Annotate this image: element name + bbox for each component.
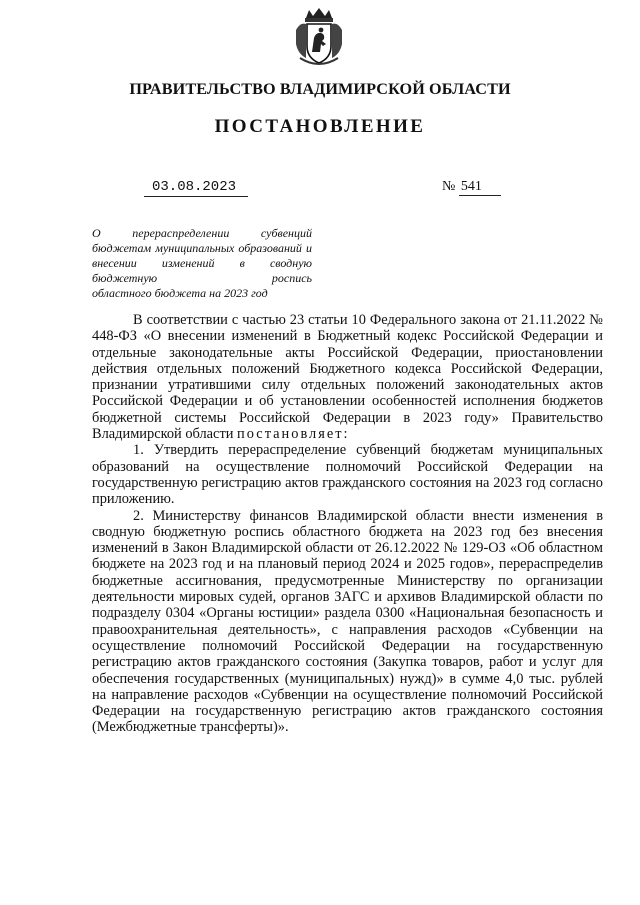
paragraph-item-1: 1. Утвердить перераспределение субвенций бюджетам муниципальных образований на осуществление полномочий Российской Федерации на государственную регистрацию актов гражданского состояния на 2023 год согласно приложению.: [92, 442, 603, 508]
subject-line-2: областного бюджета на 2023 год: [92, 286, 268, 300]
decree-word: постановляет:: [237, 426, 350, 443]
subject-line-1: О перераспределении субвенций бюджетам муниципальных образований и внесении изменений в сводную бюджетную роспись: [92, 226, 312, 285]
document-number: [442, 179, 501, 196]
number-prefix: №: [442, 179, 456, 194]
document-subject: [92, 226, 312, 301]
preamble-text: В соответствии с частью 23 статьи 10 Федерального закона от 21.11.2022 № 448-ФЗ «О внесении изменений в Бюджетный кодекс Российской Федерации и отдельные законодательные акты Российской Федерации, приостановлении действия отдельных положений Бюджетного кодекса Российской Федерации, признании утратившими силу отдельных положений законодательных актов Российской Федерации и об установлении особенностей исполнения бюджетов бюджетной системы Российской Федерации в 2023 году» Правительство Владимирской области: [92, 312, 603, 443]
coat-of-arms-icon: [292, 8, 346, 66]
government-name: ПРАВИТЕЛЬСТВО ВЛАДИМИРСКОЙ ОБЛАСТИ: [129, 80, 511, 98]
paragraph-preamble: [92, 312, 603, 442]
document-date: 03.08.2023: [144, 179, 248, 197]
paragraph-item-2: 2. Министерству финансов Владимирской области внести изменения в сводную бюджетную роспись областного бюджета на 2023 год без внесения изменений в Закон Владимирской области от 26.12.2022 № 129-ОЗ «Об областном бюджете на 2023 год и на плановый период 2024 и 2025 годов», перераспределив бюджетные ассигнования, предусмотренные Министерству по организации деятельности мировых судей, органов ЗАГС и архивов Владимирской области по подразделу 0304 «Органы юстиции» раздела 0300 «Национальная безопасность и правоохранительная деятельность», с направления расходов «Субвенции на осуществление полномочий Российской Федерации на государственную регистрацию актов гражданского состояния (Закупка товаров, работ и услуг для обеспечения государственных (муниципальных) нужд)» в сумме 4,0 тыс. рублей на направление расходов «Субвенции на осуществление полномочий Российской Федерации на государственную регистрацию актов гражданского состояния (Межбюджетные трансферты)».: [92, 507, 603, 736]
number-value: 541: [459, 179, 501, 196]
document-type-title: ПОСТАНОВЛЕНИЕ: [214, 116, 426, 137]
document-body: [92, 312, 603, 736]
